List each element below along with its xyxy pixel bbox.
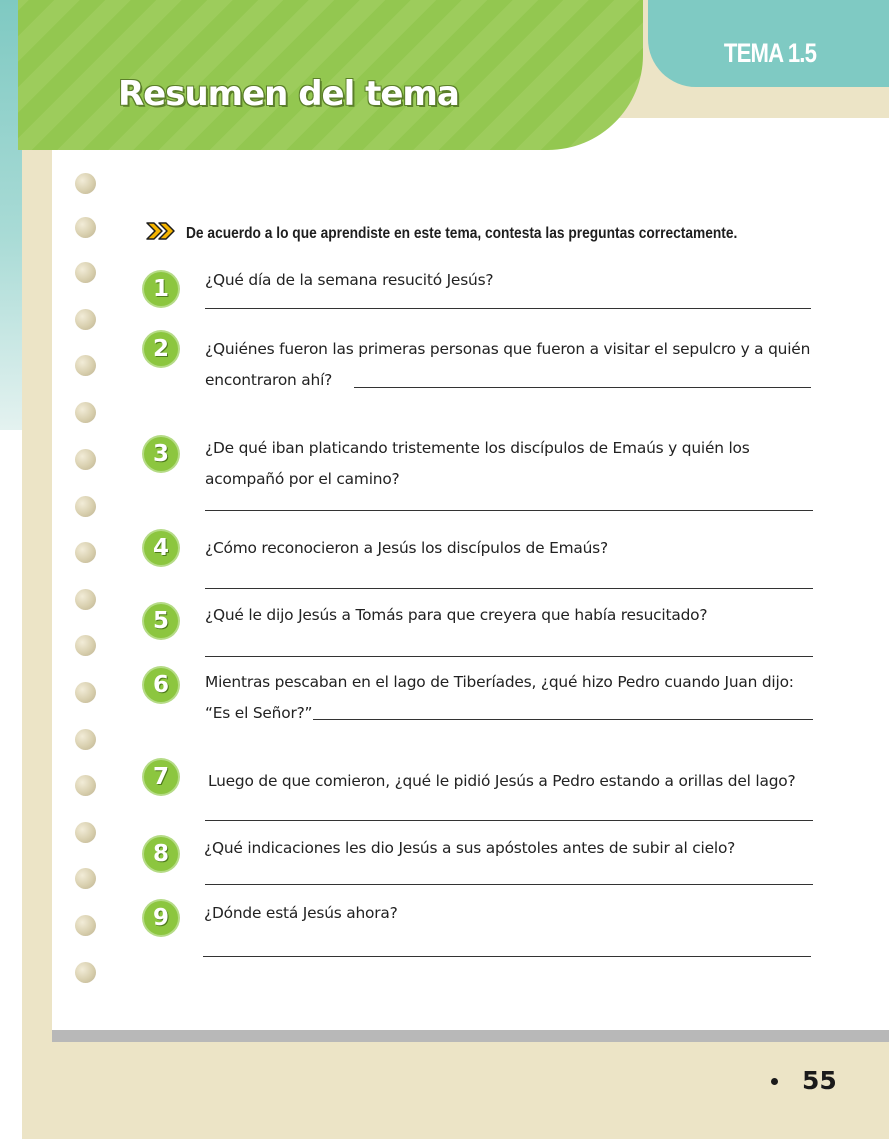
binder-hole	[75, 635, 96, 656]
question-number-badge: 3	[144, 437, 178, 471]
binder-hole	[75, 496, 96, 517]
question-text: Mientras pescaban en el lago de Tiberíades, ¿qué hizo Pedro cuando Juan dijo: “Es el Señor?”	[205, 673, 794, 722]
question-number-badge: 9	[144, 901, 178, 935]
binder-hole	[75, 173, 96, 194]
answer-line[interactable]	[205, 308, 811, 309]
binder-hole	[75, 309, 96, 330]
question-text: ¿Dónde está Jesús ahora?	[204, 904, 398, 922]
double-chevron-right-icon	[146, 220, 178, 247]
question-text: ¿Qué le dijo Jesús a Tomás para que creyera que había resucitado?	[205, 606, 708, 624]
page-number: 55	[802, 1066, 837, 1095]
question-number-badge: 1	[144, 272, 178, 306]
page-title: Resumen del tema	[118, 74, 459, 114]
question-text: ¿De qué iban platicando tristemente los discípulos de Emaús y quién los acompañó por el camino?	[205, 439, 750, 488]
binder-hole	[75, 868, 96, 889]
question-text: ¿Qué día de la semana resucitó Jesús?	[205, 271, 494, 289]
question-number-badge: 2	[144, 332, 178, 366]
binder-hole	[75, 262, 96, 283]
left-white-strip	[0, 430, 22, 1139]
question-number-badge: 5	[144, 604, 178, 638]
answer-line[interactable]	[205, 510, 813, 511]
answer-line[interactable]	[205, 656, 813, 657]
answer-line[interactable]	[313, 719, 813, 720]
question-text: Luego de que comieron, ¿qué le pidió Jesús a Pedro estando a orillas del lago?	[208, 772, 796, 790]
paper-shadow	[52, 1030, 889, 1042]
instruction-text: De acuerdo a lo que aprendiste en este tema, contesta las preguntas correctamente.	[186, 224, 738, 242]
answer-line[interactable]	[205, 588, 813, 589]
binder-hole	[75, 962, 96, 983]
binder-hole	[75, 682, 96, 703]
binder-hole	[75, 775, 96, 796]
question-number-badge: 4	[144, 531, 178, 565]
answer-line[interactable]	[205, 884, 813, 885]
answer-line[interactable]	[354, 387, 811, 388]
binder-hole	[75, 542, 96, 563]
binder-hole	[75, 355, 96, 376]
instruction	[146, 220, 846, 247]
binder-hole	[75, 729, 96, 750]
binder-hole	[75, 915, 96, 936]
tema-label: TEMA 1.5	[723, 38, 817, 68]
notebook-paper	[52, 118, 889, 1030]
answer-line[interactable]	[205, 820, 813, 821]
binder-hole	[75, 449, 96, 470]
question-text: ¿Cómo reconocieron a Jesús los discípulos de Emaús?	[205, 539, 608, 557]
binder-hole	[75, 402, 96, 423]
page-number-bullet	[771, 1078, 778, 1085]
binder-hole	[75, 822, 96, 843]
question-number-badge: 6	[144, 668, 178, 702]
binder-hole	[75, 217, 96, 238]
binder-hole	[75, 589, 96, 610]
question-number-badge: 8	[144, 837, 178, 871]
question-text: ¿Qué indicaciones les dio Jesús a sus apóstoles antes de subir al cielo?	[204, 839, 736, 857]
question-text: ¿Quiénes fueron las primeras personas que fueron a visitar el sepulcro y a quién encontraron ahí?	[205, 340, 811, 389]
answer-line[interactable]	[203, 956, 811, 957]
question-number-badge: 7	[144, 760, 178, 794]
